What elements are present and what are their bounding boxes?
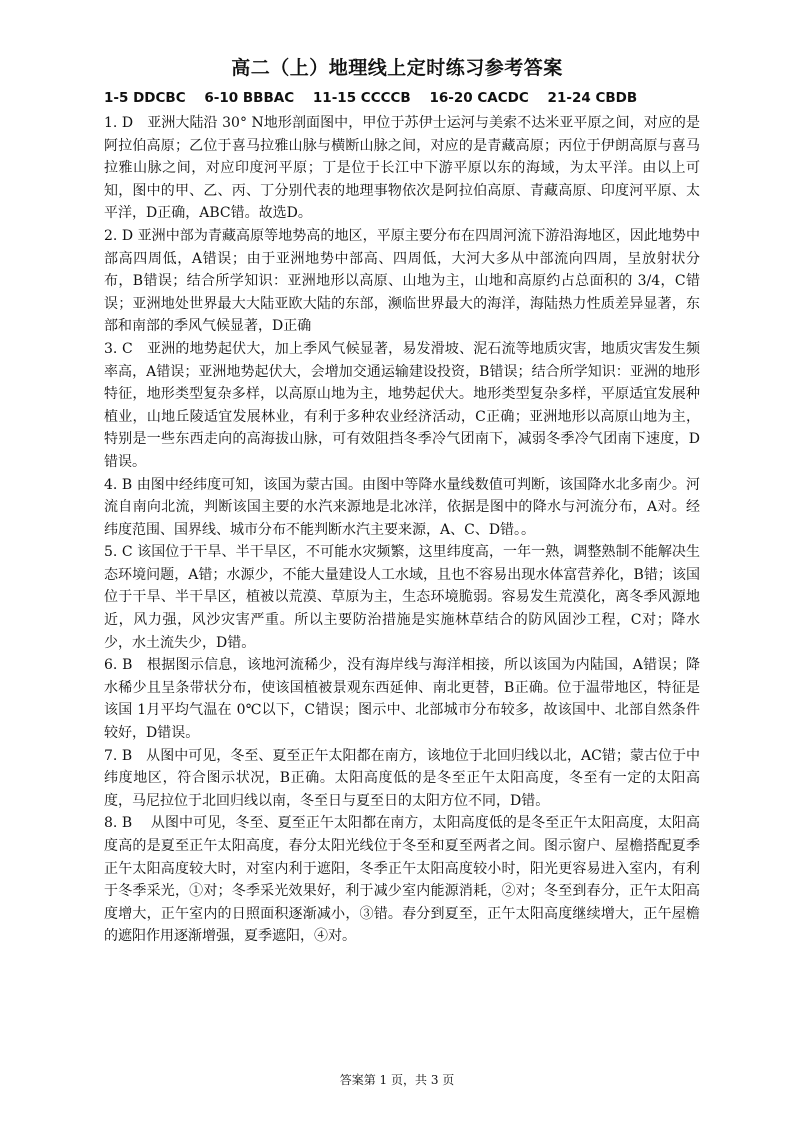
explanation-paragraph: 2. D 亚洲中部为青藏高原等地势高的地区，平原主要分布在四周河流下游沿海地区，因此地势中部高四周低，A错误；由于亚洲地势中部高、四周低，大河大多从中部流向四周，呈放射状分布，B错误；结合所学知识：亚洲地形以高原、山地为主，山地和高原约占总面积的 3/4，C错误；亚洲地处世界最大大陆亚欧大陆的东部，濒临世界最大的海洋，海陆热力性质差异显著，东部和南部的季风气候显著，D正确 xyxy=(104,227,700,335)
explanation-paragraph: 7. B 从图中可见，冬至、夏至正午太阳都在南方，该地位于北回归线以北，AC错；蒙古位于中纬度地区，符合图示状况，B正确。太阳高度低的是冬至正午太阳高度，冬至有一定的太阳高度，马尼拉位于北回归线以南，冬至日与夏至日的太阳方位不同，D错。 xyxy=(104,747,700,809)
page-footer: 答案第 1 页，共 3 页 xyxy=(339,1073,455,1087)
explanation-paragraph: 5. C 该国位于干旱、半干旱区，不可能水灾频繁，这里纬度高，一年一熟，调整熟制不能解决生态环境问题，A错；水源少，不能大量建设人工水域，且也不容易出现水体富营养化，B错；该国位于干旱、半干旱区，植被以荒漠、草原为主，生态环境脆弱。容易发生荒漠化，离冬季风源地近，风力强，风沙灾害严重。所以主要防治措施是实施林草结合的防风固沙工程，C对；降水少，水土流失少，D错。 xyxy=(104,544,700,651)
explanation-paragraph: 1. D 亚洲大陆沿 30° N地形剖面图中，甲位于苏伊士运河与美索不达米亚平原之间，对应的是阿拉伯高原；乙位于喜马拉雅山脉与横断山脉之间，对应的是青藏高原；丙位于伊朗高原与喜马拉雅山脉之间，对应印度河平原；丁是位于长江中下游平原以东的海域，为太平洋。由以上可知，图中的甲、乙、丙、丁分别代表的地理事物依次是阿拉伯高原、青藏高原、印度河平原、太平洋，D正确，ABC错。故选D。 xyxy=(104,115,700,222)
explanation-paragraph: 8. B 从图中可见，冬至、夏至正午太阳都在南方，太阳高度低的是冬至正午太阳高度，太阳高度高的是夏至正午太阳高度，春分太阳光线位于冬至和夏至两者之间。图示窗户、屋檐搭配夏季正午太阳高度较大时，对室内利于遮阳，冬季正午太阳高度较小时，阳光更容易进入室内，有利于冬季采光，①对；冬季采光效果好，利于减少室内能源消耗，②对；冬至到春分，正午太阳高度增大，正午室内的日照面积逐渐减小，③错。春分到夏至，正午太阳高度继续增大，正午屋檐的遮阳作用逐渐增强，夏季遮阳，④对。 xyxy=(104,815,700,945)
explanation-paragraph: 4. B 由图中经纬度可知，该国为蒙古国。由图中等降水量线数值可判断，该国降水北多南少。河流自南向北流，判断该国主要的水汽来源地是北冰洋，依据是图中的降水与河流分布，A对。经纬度范围、国界线、城市分布不能判断水汽主要来源，A、C、D错。。 xyxy=(104,476,700,538)
explanations-body xyxy=(104,112,700,948)
explanation-paragraph: 6. B 根据图示信息，该地河流稀少，没有海岸线与海洋相接，所以该国为内陆国，A错误；降水稀少且呈条带状分布，使该国植被景观东西延伸、南北更替，B正确。位于温带地区，特征是该国 1月平均气温在 0℃以下，C错误；图示中、北部城市分布较多，故该国中、北部自然条件较好，D错误。 xyxy=(104,657,700,742)
answer-key-line: 1-5 DDCBC 6-10 BBBAC 11-15 CCCCB 16-20 CACDC 21-24 CBDB xyxy=(104,90,638,106)
explanation-paragraph: 3. C 亚洲的地势起伏大，加上季风气候显著，易发滑坡、泥石流等地质灾害，地质灾害发生频率高，A错误；亚洲地势起伏大，会增加交通运输建设投资，B错误；结合所学知识：亚洲的地形特征，地形类型复杂多样，以高原山地为主，地势起伏大。地形类型复杂多样，平原适宜发展种植业，山地丘陵适宜发展林业，有利于多种农业经济活动，C正确；亚洲地形以高原山地为主，特别是一些东西走向的高海拔山脉，可有效阻挡冬季冷气团南下，减弱冬季冷气团南下速度，D错误。 xyxy=(104,340,700,470)
page-title: 高二（上）地理线上定时练习参考答案 xyxy=(231,57,563,79)
